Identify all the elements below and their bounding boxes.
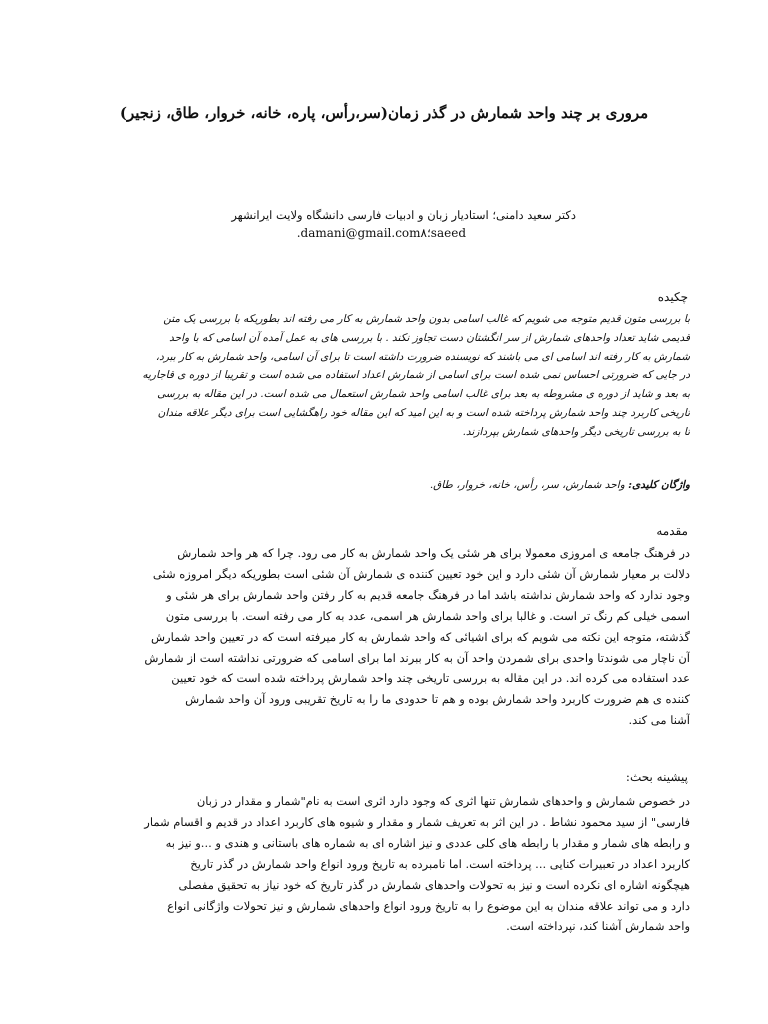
background-line: واحد شمارش آشنا کند، نپرداخته است. <box>506 919 690 934</box>
author-email: .damani@gmail.com؛۸saeed <box>296 226 466 240</box>
background-line: فارسی" از سید محمود نشاط . در این اثر به تعریف شمار و مقدار و شیوه های کاربرد اعداد در قدیم و اقسام شمار <box>144 814 690 829</box>
intro-line: وجود ندارد که واحد شمارش نداشته باشد اما در فرهنگ جامعه قدیم به کار رفتن واحد شمارش برای هر شئی و <box>166 587 690 602</box>
intro-line: آن ناچار می شوندتا واحدی برای شمردن واحد آن به کار ببرند اما برای اسامی که ضرورتی نداشته است از شمارش <box>144 650 690 665</box>
background-line: هیچگونه اشاره ای نکرده است و نیز به تحولات واحدهای شمارش در گذر تاریخ که خود نیاز به تحقیق مفصلی <box>178 877 690 892</box>
abstract-line: با بررسی متون قدیم متوجه می شویم که غالب اسامی بدون واحد شمارش به کار می رفته اند بطوریکه با بررسی یک متن <box>163 313 690 325</box>
abstract-line: قدیمی شاید تعداد واحدهای شمارش از سر انگشتان دست تجاوز نکند . با بررسی های به عمل آمده آن اسامی که با واحد <box>169 331 690 344</box>
abstract-line: تاریخی کاربرد چند واحد شمارش پرداخته شده است و به این امید که این مقاله خود راهگشایی است برای دیگر علاقه مندان <box>157 406 690 419</box>
background-body <box>60 791 690 937</box>
paper-title: مروری بر چند واحد شمارش در گذر زمان(سر،رأس، پاره، خانه، خروار، طاق، زنجیر) <box>119 104 649 122</box>
background-line: کاربرد اعداد در تعبیرات کنایی ... پرداخته است. اما نامبرده به تاریخ ورود انواع واحد شمارش در گذر تاریخ <box>190 856 690 871</box>
abstract-line: شمارش به کار رفته اند اسامی ای می باشند که نویسنده ضرورت داشته است تا برای آن اسامی، واحد شمارش به کار ببرد، <box>155 350 690 363</box>
background-line: در خصوص شمارش و واحدهای شمارش تنها اثری که وجود دارد اثری است به نام"شمار و مقدار در زبان <box>196 794 690 808</box>
abstract-body <box>58 310 690 442</box>
intro-heading: مقدمه <box>656 524 688 538</box>
intro-line: گذشته، متوجه این نکته می شویم که برای اشیائی که واحد شمارش به کار میرفته است که در تعیین واحد شمارش <box>150 629 690 644</box>
intro-line: کننده ی هم ضرورت کاربرد واحد شمارش بوده و هم تا حدودی ما را به تاریخ تقریبی ورود آن واحد شمارش <box>185 692 690 707</box>
abstract-heading: چکیده <box>657 290 688 304</box>
intro-line: عدد استفاده می کرده اند. در این مقاله به بررسی تاریخی چند واحد شمارش پرداخته شده است که خود تعیین <box>171 671 690 686</box>
intro-line: آشنا می کند. <box>628 713 690 728</box>
abstract-line: در جایی که ضرورتی احساس نمی شده است برای اسامی از شمارش اعداد استفاده می شده است و تقریبا از دوره ی قاجاریه <box>142 369 690 382</box>
intro-line: اسمی خیلی کم رنگ تر است. و غالبا برای واحد شمارش هر اسمی، عدد به کار می رفته است. با بررسی متون <box>165 608 690 623</box>
intro-body <box>60 543 690 731</box>
keywords <box>58 479 690 491</box>
background-line: و رابطه های شمار و مقدار با رابطه های کلی عددی و نیز اشاره ای به شماره های باستانی و هندی و ...و نیز به <box>165 835 690 850</box>
keywords-label: واژگان کلیدی: <box>628 479 690 491</box>
intro-line: دلالت بر معیار شمارش آن شئی دارد و این خود تعیین کننده ی شمارش آن شئی است بطوریکه دیگر امروزه شئی <box>152 566 690 581</box>
background-line: دارد و می تواند علاقه مندان به این موضوع را به تاریخ ورود انواع واحدهای شمارش و نیز تحولات واژگانی انواع <box>167 898 690 913</box>
keywords-list: واحد شمارش، سر، رأس، خانه، خروار، طاق. <box>429 479 629 491</box>
abstract-line: تا به بررسی تاریخی دیگر واحدهای شمارش بپردازند. <box>462 425 690 438</box>
background-heading: پیشینه بحث: <box>625 770 688 784</box>
intro-line: در فرهنگ جامعه ی امروزی معمولا برای هر شئی یک واحد شمارش به کار می رود. چرا که هر واحد شمارش <box>177 546 690 560</box>
author-line: دکتر سعید دامنی؛ استادیار زبان و ادبیات فارسی دانشگاه ولایت ایرانشهر <box>231 208 576 222</box>
abstract-line: به بعد و شاید از دوره ی مشروطه به بعد برای غالب اسامی واحد شمارش استعمال می شده است. در این مقاله به بررسی <box>157 388 690 401</box>
